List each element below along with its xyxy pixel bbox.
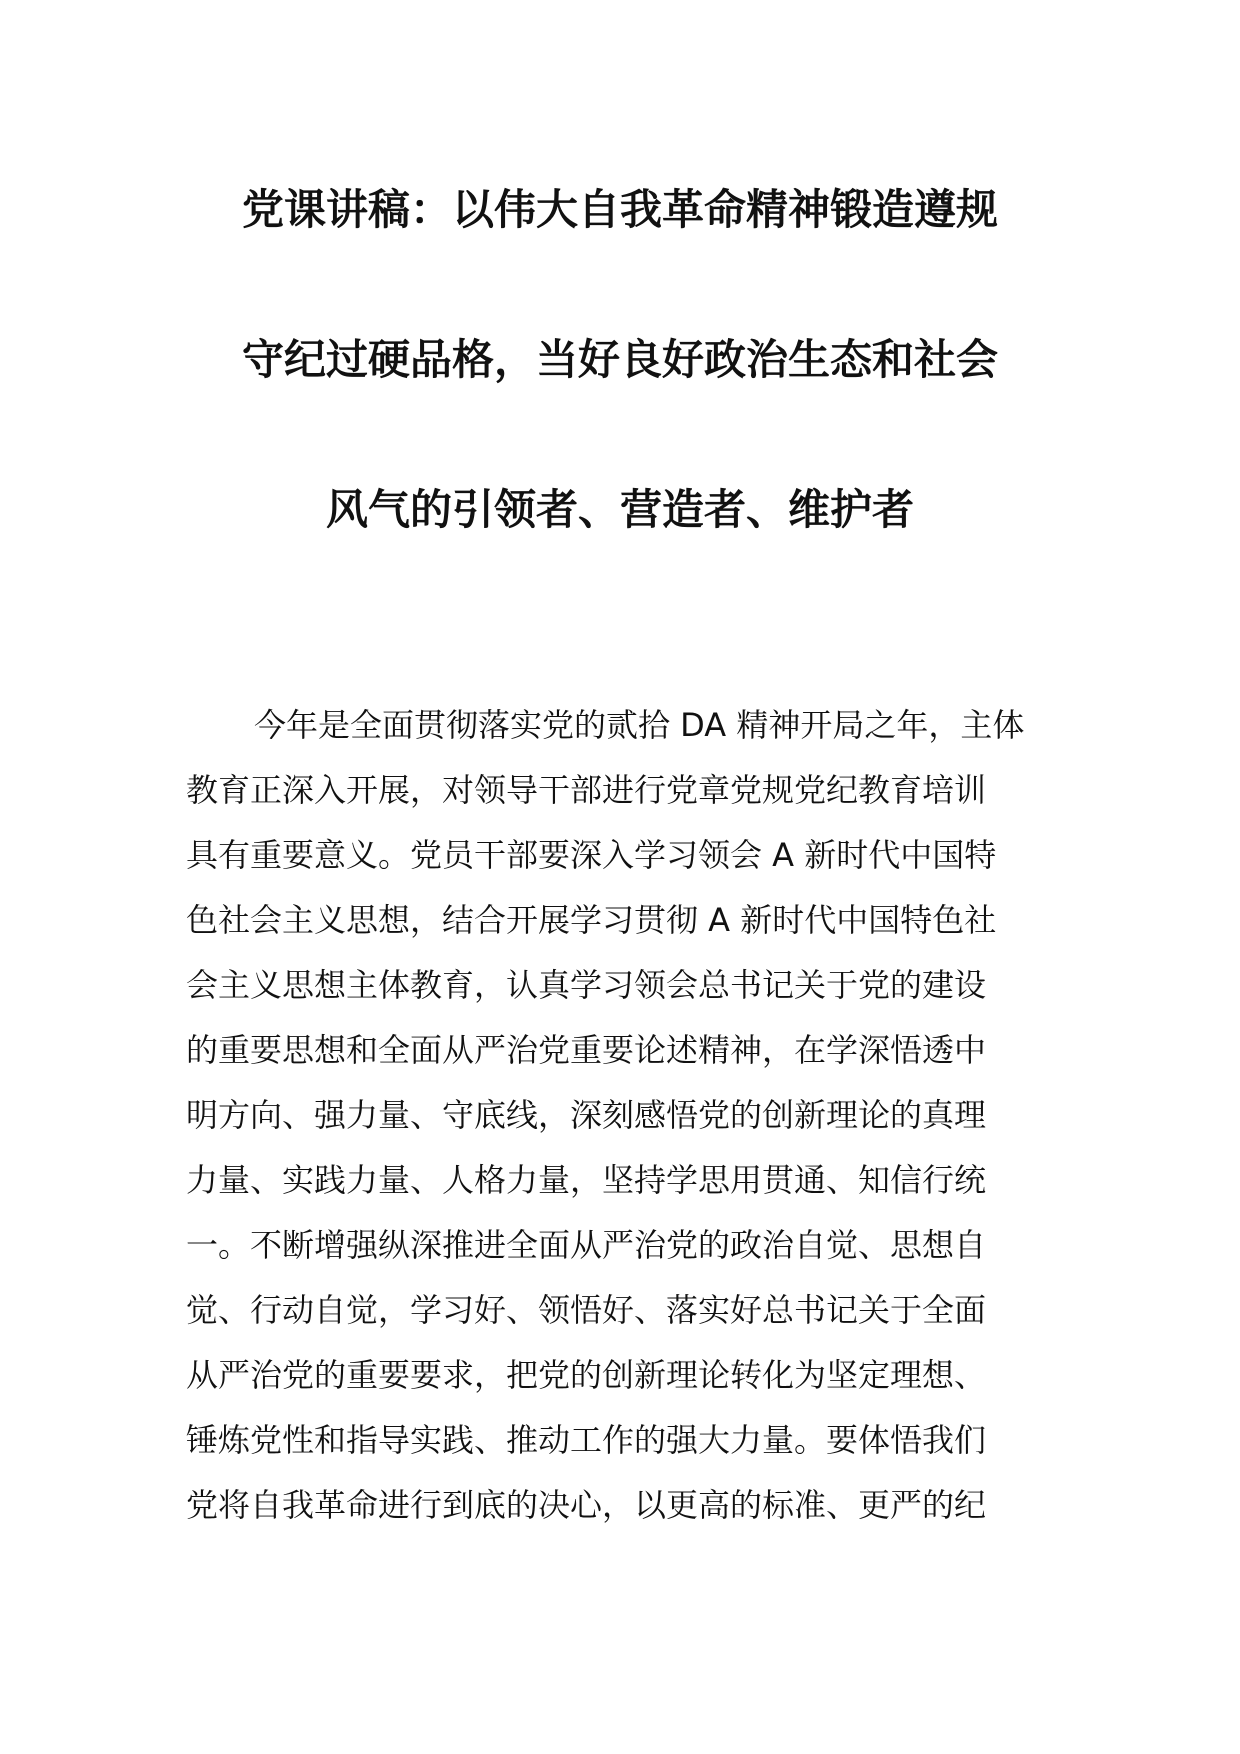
paragraph-line: 教育正深入开展，对领导干部进行党章党规党纪教育培训 (186, 771, 987, 809)
paragraph-line: 党将自我革命进行到底的决心，以更高的标准、更严的纪 (186, 1486, 987, 1524)
title-line: 守纪过硬品格，当好良好政治生态和社会 (241, 335, 998, 384)
paragraph-line: 色社会主义思想，结合开展学习贯彻 A 新时代中国特色社 (186, 901, 997, 939)
paragraph-line: 明方向、强力量、守底线，深刻感悟党的创新理论的真理 (186, 1096, 987, 1134)
document-title (150, 186, 1090, 636)
paragraph-line: 的重要思想和全面从严治党重要论述精神，在学深悟透中 (186, 1031, 987, 1069)
paragraph-line: 一。不断增强纵深推进全面从严治党的政治自觉、思想自 (186, 1226, 987, 1264)
paragraph-line: 觉、行动自觉，学习好、领悟好、落实好总书记关于全面 (186, 1291, 987, 1329)
paragraph-line: 力量、实践力量、人格力量，坚持学思用贯通、知信行统 (186, 1161, 987, 1199)
body-paragraph (186, 705, 1054, 1550)
paragraph-line: 具有重要意义。党员干部要深入学习领会 A 新时代中国特 (186, 836, 997, 874)
title-line: 党课讲稿：以伟大自我革命精神锻造遵规 (241, 185, 998, 234)
paragraph-line: 从严治党的重要要求，把党的创新理论转化为坚定理想、 (186, 1356, 987, 1394)
paragraph-line: 今年是全面贯彻落实党的贰拾 DA 精神开局之年，主体 (254, 706, 1025, 744)
paragraph-line: 会主义思想主体教育，认真学习领会总书记关于党的建设 (186, 966, 987, 1004)
title-line: 风气的引领者、营造者、维护者 (325, 485, 914, 534)
paragraph-line: 锤炼党性和指导实践、推动工作的强大力量。要体悟我们 (186, 1421, 987, 1459)
